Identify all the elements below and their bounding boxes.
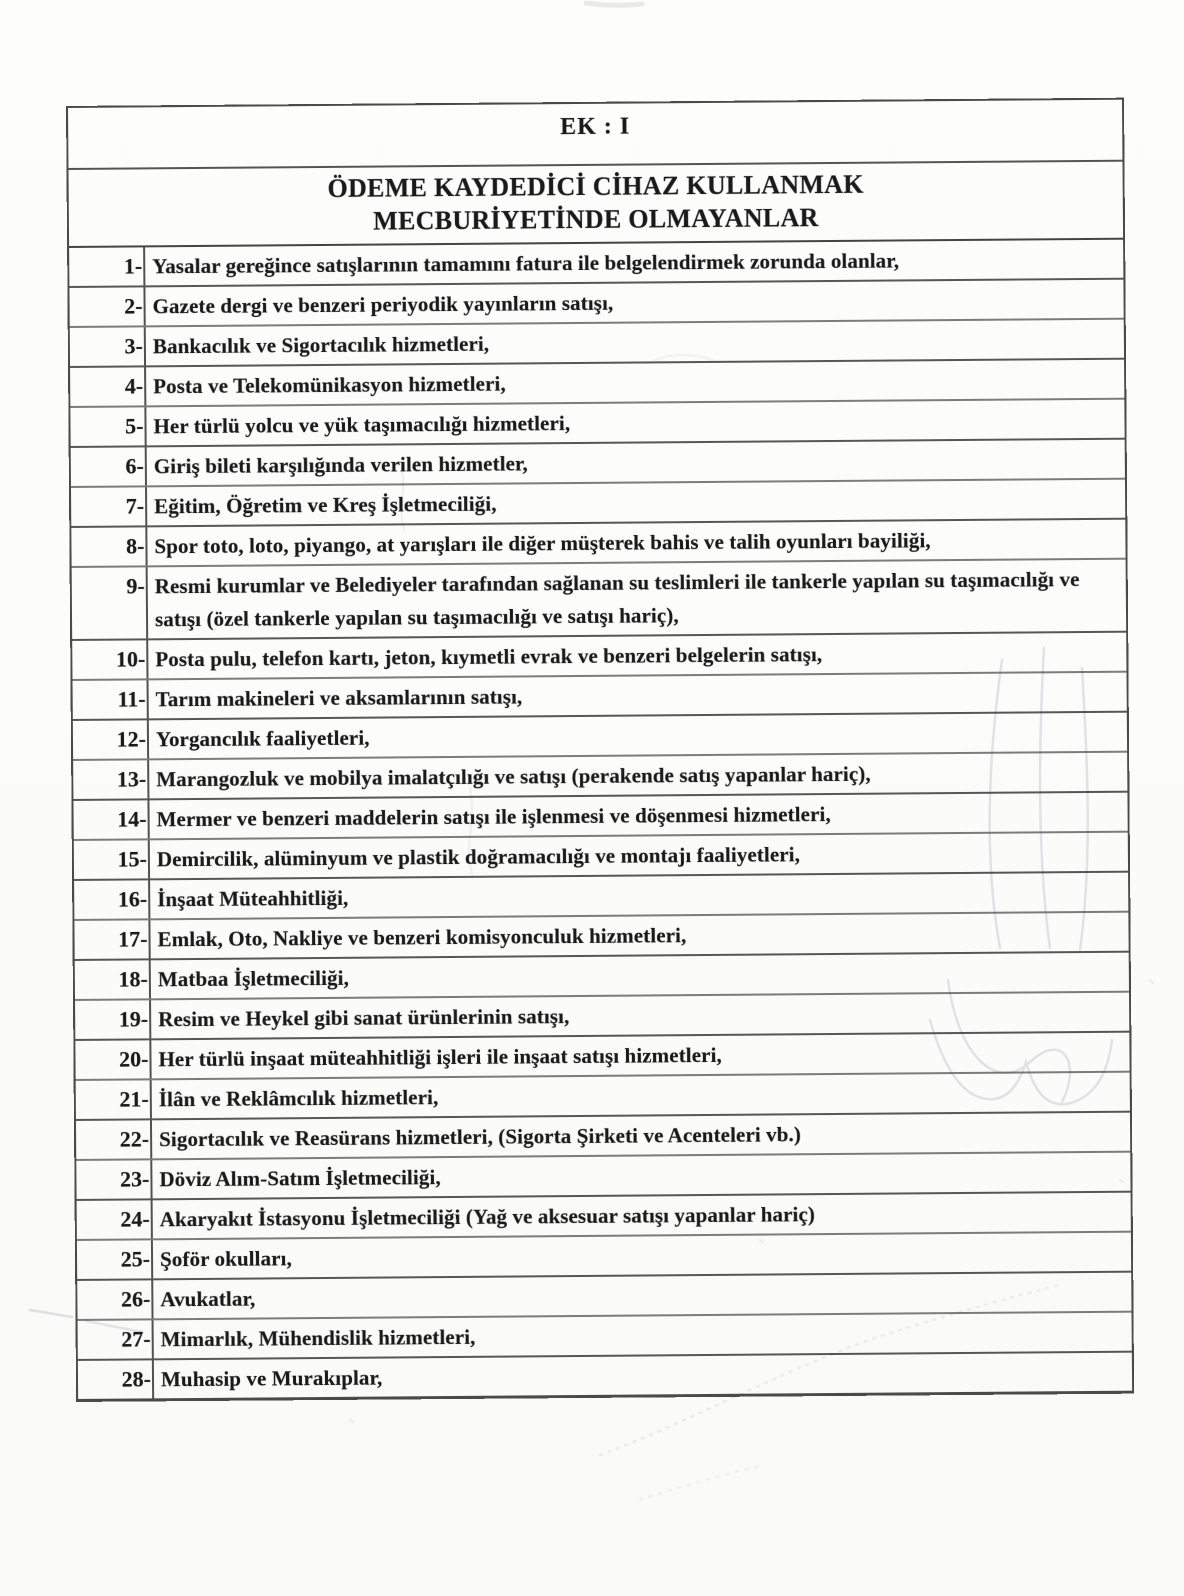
table-row	[78, 1353, 1132, 1399]
item-number: 10-	[72, 640, 148, 679]
item-number: 4-	[70, 367, 146, 406]
item-number: 12-	[73, 720, 149, 759]
item-text: Spor toto, loto, piyango, at yarışları ile diğer müşterek bahis ve talih oyunları bayiliği,	[154, 528, 931, 559]
item-number: 5-	[70, 407, 146, 446]
item-text: Giriş bileti karşılığında verilen hizmetler,	[153, 451, 528, 479]
item-number: 25-	[77, 1240, 153, 1279]
item-number: 3-	[70, 327, 146, 366]
item-text: Posta ve Telekomünikasyon hizmetleri,	[153, 371, 506, 399]
item-number: 11-	[73, 680, 149, 719]
item-text: Her türlü yolcu ve yük taşımacılığı hizmetleri,	[153, 411, 571, 439]
item-text: Her türlü inşaat müteahhitliği işleri ile inşaat satışı hizmetleri,	[158, 1042, 722, 1072]
item-number: 24-	[77, 1200, 153, 1239]
item-text: İlân ve Reklâmcılık hizmetleri,	[158, 1085, 439, 1112]
item-text: Eğitim, Öğretim ve Kreş İşletmeciliği,	[154, 491, 497, 519]
item-number: 16-	[74, 880, 150, 919]
item-text: Yorgancılık faaliyetleri,	[155, 725, 370, 752]
item-text: Resmi kurumlar ve Belediyeler tarafından sağlanan su teslimleri ile tankerle yapılan su taşımacılığı ve satışı (özel tankerle yapılan su taşımacılığı ve satışı hariç),	[154, 567, 1080, 632]
appendix-header-row	[68, 100, 1122, 170]
item-text: Şoför okulları,	[159, 1246, 292, 1272]
item-number: 28-	[78, 1360, 154, 1399]
item-number: 20-	[75, 1040, 151, 1079]
item-number: 19-	[75, 1000, 151, 1039]
item-number: 1-	[69, 247, 145, 286]
item-text: Emlak, Oto, Nakliye ve benzeri komisyonculuk hizmetleri,	[157, 923, 687, 952]
item-number: 21-	[76, 1080, 152, 1119]
item-number: 17-	[74, 920, 150, 959]
item-number: 18-	[75, 960, 151, 999]
item-text: Resim ve Heykel gibi sanat ürünlerinin satışı,	[158, 1004, 570, 1032]
item-text: Mimarlık, Mühendislik hizmetleri,	[160, 1324, 476, 1352]
item-number: 7-	[71, 487, 147, 526]
items-body	[69, 240, 1132, 1399]
item-text: Sigortacılık ve Reasürans hizmetleri, (Sigorta Şirketi ve Acenteleri vb.)	[159, 1122, 802, 1152]
item-text: Bankacılık ve Sigortacılık hizmetleri,	[152, 331, 490, 359]
item-number: 15-	[74, 840, 150, 879]
item-number: 27-	[78, 1320, 154, 1359]
item-text: Posta pulu, telefon kartı, jeton, kıymetli evrak ve benzeri belgelerin satışı,	[155, 642, 823, 672]
item-text: Muhasip ve Murakıplar,	[160, 1365, 383, 1392]
item-text: Matbaa İşletmeciliği,	[157, 965, 350, 992]
document-table	[66, 98, 1134, 1402]
title-header-row	[69, 162, 1124, 248]
item-text: Tarım makineleri ve aksamlarının satışı,	[155, 684, 523, 712]
item-text: Avukatlar,	[160, 1286, 256, 1312]
item-text: Mermer ve benzeri maddelerin satışı ile işlenmesi ve döşenmesi hizmetleri,	[156, 802, 831, 832]
item-number: 26-	[77, 1280, 153, 1319]
table-row	[72, 560, 1127, 641]
item-number: 23-	[76, 1160, 152, 1199]
item-number: 13-	[73, 760, 149, 799]
item-text: Gazete dergi ve benzeri periyodik yayınların satışı,	[152, 290, 614, 319]
document-title-line2: MECBURİYETİNDE OLMAYANLAR	[373, 203, 819, 236]
item-text: Demircilik, alüminyum ve plastik doğramacılığı ve montajı faaliyetleri,	[156, 842, 801, 872]
item-number: 14-	[73, 800, 149, 839]
item-text: Döviz Alım-Satım İşletmeciliği,	[159, 1165, 441, 1192]
item-number: 6-	[71, 447, 147, 486]
item-number: 22-	[76, 1120, 152, 1159]
document-title-line1: ÖDEME KAYDEDİCİ CİHAZ KULLANMAK	[327, 169, 864, 203]
item-text: Marangozluk ve mobilya imalatçılığı ve satışı (perakende satış yapanlar hariç),	[156, 761, 871, 792]
item-number: 2-	[69, 287, 145, 326]
item-text: Akaryakıt İstasyonu İşletmeciliği (Yağ ve aksesuar satışı yapanlar hariç)	[159, 1202, 816, 1232]
item-number: 9-	[72, 567, 149, 639]
item-number: 8-	[71, 527, 147, 566]
item-text: Yasalar gereğince satışlarının tamamını fatura ile belgelendirmek zorunda olanlar,	[152, 248, 900, 279]
appendix-label: EK : I	[560, 113, 631, 141]
item-text: İnşaat Müteahhitliği,	[157, 885, 349, 912]
